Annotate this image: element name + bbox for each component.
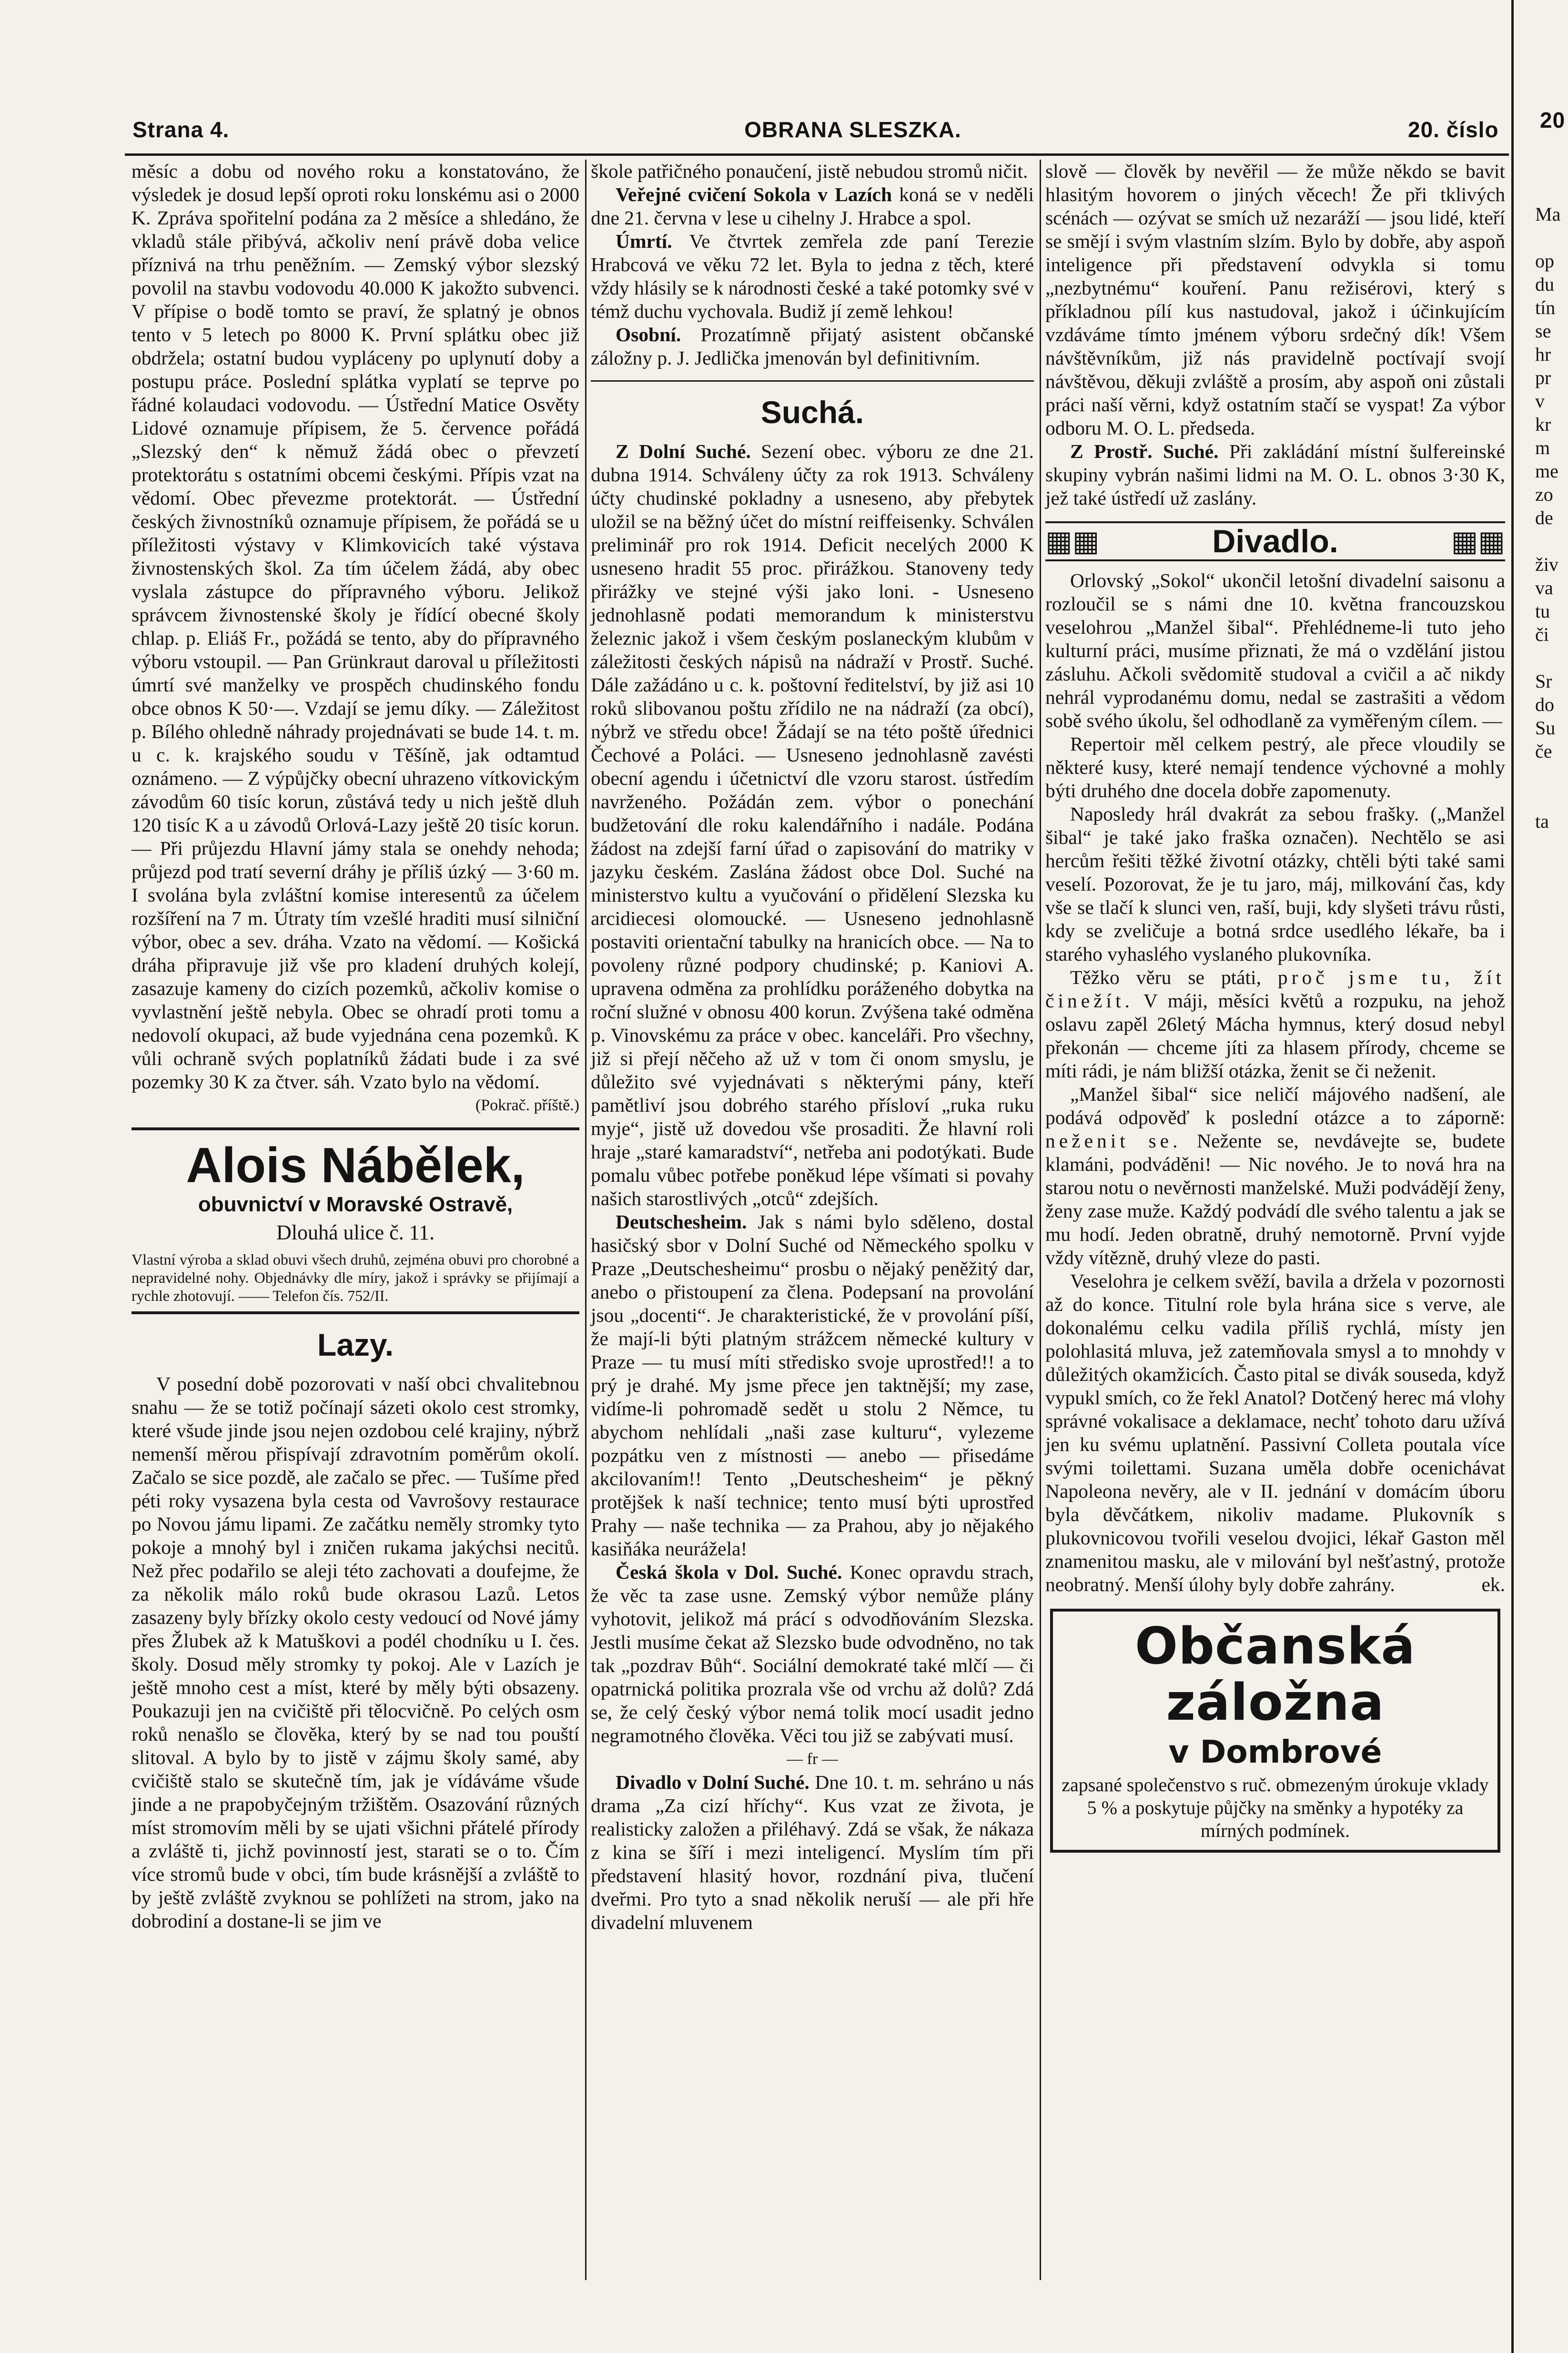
page-edge: [1511, 0, 1514, 2353]
edge-fragment-line: pr: [1535, 367, 1551, 388]
dolni-sucha-report: Z Dolní Suché. Sezení obec. výboru ze dne 21. dubna 1914. Schváleny účty za rok 1913. Schváleny účty chudinské pokladny a usneseno, aby přebytek uložil se na běžný účet do místní reiffeisenky. Schválen preliminář pro rok 1914. Deficit necelých 2000 K usneseno hradit 55 proc. přirážkou. Stanoveny tedy přirážky ve stejné výši jako loni. - Usneseno jednohlasně podati memorandum k ministerstvu železnic jakož i všem českým poslaneckým klubům v záležitosti českých nápisů na nádraží v Prostř. Suché. Dále zažádáno u c. k. poštovní ředitelství, by již asi 10 roků slibovanou poštu zřídilo ne na nádraží (za obcí), nýbrž ve středu obce! Žádají se na této poště úřednici Čechové a Poláci. — Usneseno jednohlasně zavésti obecní agendu i účetnictví dle vzoru starost. ústředím navrženého. Požádán zem. výbor o ponechání budžetování dle roku kalendářního i nadále. Podána žádost na zdejší farní úřad o zapisování do matriky v jazyku českém. Zaslána žádost obce Dol. Suché na ministerstvo kultu a vyučování o přidělení Slezska ku arcidiecesi olomoucké. — Usneseno jednohlasně postaviti orientační tabulky na hranicích obce. — Na to povoleny různé podpory chudinské; p. Kaniovi A. upravena odměna za prohlídku poráženého dobytka na roční služné v obnosu 400 korun. Zvýšena také odměna p. Vinovskému za práce v obec. kanceláři. Pro všechny, již si přejí něčeho až už v tom či onom smyslu, je důležito své vyjednávati s některými pány, kteří pamětliví jsou dobrého starého přísloví „ruka ruku myje“, jistě už dovedou vše prosaditi. Že hlavní roli hraje „staré kamaradství“, netřeba ani podotýkati. Bude pomalu vůbec potřebe poněkud lépe všímati si povahy našich starostlivých „otců“ zdejších.: [591, 440, 1034, 1209]
edge-fragment-line: v: [1535, 390, 1545, 412]
edge-fragment-line: [1535, 226, 1560, 249]
edge-fragment-line: [1535, 786, 1560, 810]
theatre-review-p2: Repertoir měl celkem pestrý, ale přece vloudily se některé kusy, které nemají tendence výchovné a mohly býti druhého dne docela dobře zapomenuty.: [1045, 733, 1505, 801]
sokol-exercise-news: Veřejné cvičení Sokola v Lazích koná se v neděli dne 21. června v lese u cihelny J. Hrabce a spol.: [591, 183, 1034, 229]
edge-fragment-line: me: [1535, 460, 1558, 482]
news-label: Úmrtí.: [616, 230, 672, 252]
column-divider-1: [585, 160, 587, 2280]
edge-fragment-line: hr: [1535, 344, 1551, 365]
edge-fragment-line: Ma: [1535, 203, 1561, 225]
edge-fragment-line: m: [1535, 437, 1550, 458]
school-paragraph-end: škole patřičného ponaučení, jistě nebudou stromů ničit.: [591, 160, 1028, 182]
edge-fragment-line: tín: [1535, 297, 1556, 318]
page-number: Strana 4.: [132, 117, 230, 142]
divadlo-heading-bar: [1045, 521, 1505, 561]
edge-fragment-line: de: [1535, 507, 1553, 528]
review-signature: ek.: [1481, 1573, 1505, 1595]
advert-address: Dlouhá ulice č. 11.: [276, 1221, 435, 1244]
theatre-review-p6: Veselohra je celkem svěží, bavila a držela v pozornosti až do konce. Titulní role byla hrána sice s verve, ale dokonalému celku vadila příliš rychlá, místy jen polohlasitá mluva, jež zatemňovala smysl a to mnohdy v důležitých okamžicích. Často pital se divák souseda, když vypukl smích, co že řekl Anatol? Dotčený herec má vlohy správné vokalisace a deklamace, nechť tohoto daru užívá jen ku svému uplatnění. Passivní Colleta poutala více svými toilettami. Suzana uměla dobře ocenichávat Napoleona nevěry, ale v II. jednání v domácím úboru byla děvčátkem, nikoliv madame. Plukovník s plukovnicovou tvořili veselou dvojici, lékař Gaston měl znamenitou masku, ale v milování byl nešťastný, protože neobratný. Menší úlohy byly dobře zahrány. ek.: [1045, 1270, 1505, 1595]
death-notice: Úmrtí. Ve čtvrtek zemřela zde paní Terezie Hrabcová ve věku 72 let. Byla to jedna z těch, které vždy hlásily se k národnosti české a také potomky své v témž duchu vychovala. Budiž jí země lehkou!: [591, 230, 1034, 322]
edge-fragment-line: Sr: [1535, 670, 1552, 692]
theatre-review-p4: Těžko věru se ptáti, proč jsme tu, žít činežít. V máji, měsíci květů a rozpuku, na jehož oslavu zapěl 26letý Mácha hymnus, který dosud nebyl překonán — chceme jíti za hlasem přírody, chceme se míti rádi, je nám bližší otázka, ženit se či neženit.: [1045, 966, 1505, 1082]
edge-fragment-line: kr: [1535, 414, 1551, 435]
newspaper-title: OBRANA SLESZKA.: [744, 117, 961, 142]
advert-place: v Dombrové: [1168, 1734, 1382, 1770]
middle-column: [591, 160, 1034, 1934]
next-page-fragment: 20: [1540, 108, 1566, 132]
ornament-icon: ▦▦: [1451, 526, 1505, 557]
right-column: [1045, 160, 1505, 1853]
news-label: Česká škola v Dol. Suché.: [616, 1561, 842, 1583]
continued-note: (Pokrač. příště.): [475, 1096, 579, 1114]
news-label: Z Prostř. Suché.: [1070, 440, 1219, 462]
edge-fragment-line: tu: [1535, 600, 1550, 622]
advert-text: zapsané společenstvo s ruč. obmezeným úrokuje vklady 5 % a poskytuje půjčky na směnky a hypotéky za mírných podmínek.: [1062, 1774, 1489, 1841]
edge-fragment-line: Su: [1535, 717, 1556, 739]
edge-fragment-line: [1535, 646, 1560, 669]
deutschesheim-news: Deutschesheim. Jak s námi bylo sděleno, dostal hasičský sbor v Dolní Suché od Německého spolku v Praze „Deutschesheimu“ prosbu o nějaký peněžitý dar, anebo o přistoupení za člena. Podepsaní na provolání jsou „docenti“. Je charakteristické, že v provolání píší, že mají-li býti platným strážcem německé kultury v Praze — tu musí míti středisko svoje uprostřed!! a to prý je drahé. My jsme přece jen taktnější; my zase, vidíme-li pohromadě sedět u stolu 2 Němce, tu abychom nehlídali „naši zase kulturu“, vylezeme pozpátku ven z místnosti — anebo — přisedáme akcilovaním!! Tento „Deutschesheim“ je pěkný protějšek k naší technice; tento musí býti uprostřed Prahy — naše technika — za Prahou, aby jo nějakého kasiňáka neurážela!: [591, 1211, 1034, 1560]
author-signature: — fr —: [787, 1750, 838, 1768]
advert-name: Alois Nábělek,: [186, 1138, 525, 1193]
section-heading-sucha: Suchá.: [760, 395, 864, 430]
edge-fragment-line: ta: [1535, 811, 1549, 832]
ornament-icon: ▦▦: [1045, 526, 1100, 557]
news-label: Veřejné cvičení Sokola v Lazích: [616, 183, 892, 205]
edge-fragment-line: se: [1535, 320, 1551, 342]
edge-fragment-line: du: [1535, 274, 1554, 295]
council-report: měsíc a dobu od nového roku a konstatováno, že výsledek je dosud lepší oproti roku lonskému asi o 2000 K. Zpráva spořitelní podána za 2 měsíce a shledáno, že vkladů stále přibývá, ačkoliv není právě doba velice příznivá na trhu peněžním. — Zemský výbor slezský povolil na stavbu vodovodu 40.000 K jakožto subvenci. V přípise o bodě tomto se praví, že splatný je obnos tento v 5 letech po 8000 K. První splátku obec již obdržela; ostatní budou vypláceny po uplynutí doby a postupu práce. Poslední splátka vyplatí se teprve po řádné kolaudaci vodovodu. — Ústřední Matice Osvěty Lidové oznamuje přípisem, že 5. července pořádá „Slezský den“ k němuž žádá obec o převzetí protektorátu s ostatními obcemi českými. Přípis vzat na vědomí. Obec převezme protektorát. — Ústřední českých živnostníků oznamuje přípisem, že pořádá se u příležitosti výstavy v Klimkovicích také výstava živnostenských škol. Za tím účelem žádá, aby obec vyslala zástupce do přípravného výboru. Jelikož správcem živnostenské školy je řídící obecné školy chlap. p. Eliáš Fr., požádá se tento, aby do přípravného výboru vstoupil. — Pan Grünkraut daroval u příležitosti úmrtí své manželky ve prospěch chudinského fondu obce obnos K 50·—. Vzdají se jemu díky. — Záležitost p. Bílého ohledně náhrady projednávati se bude 14. t. m. u c. k. krajského soudu v Těšíně, jak odtamtud oznámeno. — Z výpůjčky obecní uhrazeno vítkovickým závodům 60 tisíc korun, zůstává tedy u nich ještě dluh 120 tisíc K a u závodů Orlová-Lazy ještě 20 tisíc korun. — Při průjezdu Hlavní jámy stala se onehdy nehoda; průjezd pod tratí severní dráhy je příliš úzký — 3·60 m. I svolána byla zvláštní komise interesentů za účelem rozšíření na 7 m. Útraty tím vzešlé hraditi musí silniční výbor, obec a sev. dráha. Vzato na vědomí. — Košická dráha připravuje již vše pro kladení druhých kolejí, zasazuje kameny do cizích pozemků, ačkoliv komise o vyvlastnění ještě nebyla. Obec se ohradí proti tomu a nedovolí okupaci, až bude vyjednána cena pozemků. K vůli ochraně svých poplatníků žádati bude i za své pozemky 30 K za čtver. sáh. Vzato bylo na vědomí.: [132, 160, 579, 1093]
czech-school-news: Česká škola v Dol. Suché. Konec opravdu strach, že věc ta zase usne. Zemský výbor nemůže plány vyhotovit, jelikož má prácí s odvodňováním Slezska. Jestli musíme čekat až Slezsko bude odvodněno, no tak tak „pozdrav Bůh“. Sociální demokraté také mlčí — či opatrnická politika prozrala vše od vrchu až dolů? Zdá se, že celý český výbor nemá tolik mocí usadit jedno negramotného člověka. Věci tou již se zabývati musí.: [591, 1561, 1034, 1746]
edge-fragment-line: če: [1535, 740, 1552, 762]
advert-text: Vlastní výroba a sklad obuvi všech druhů, zejména obuvi pro chorobné a nepravidelné nohy. Objednávky dle míry, jakož i správky se přijímají a rychle zhotovují. —— Telefon čís. 752/II.: [132, 1251, 579, 1304]
edge-fragment-line: op: [1535, 250, 1554, 272]
next-page-edge-text: [1535, 203, 1560, 833]
edge-fragment-line: či: [1535, 624, 1549, 645]
section-rule: [591, 380, 1034, 382]
prostredni-sucha-news: Z Prostř. Suché. Při zakládání místní šulfereinské skupiny vybrán našimi lidmi na M. O. L. obnos 3·30 K, jež také ústředí už zaslány.: [1045, 440, 1505, 509]
news-label: Z Dolní Suché.: [616, 440, 751, 462]
theatre-review-p5: „Manžel šibal“ sice neličí májového nadšení, ale podává odpověď k poslední otázce a to záporně: neženit se. Nežente se, nevdávejte se, budete klamáni, podváděni! — Nic nového. Je to nová hra na starou notu o nevěrnosti manželské. Muži podvádějí ženy, ženy zase muže. Každý podvádí dle svého talentu a jak se mu hodí. Jeden obratně, druhý nemotorně. První vyjde vždy vítězně, druhý vleze do pasti.: [1045, 1083, 1506, 1268]
news-label: Osobní.: [616, 324, 681, 345]
section-heading-divadlo: Divadlo.: [1212, 523, 1338, 559]
edge-fragment-line: [1535, 763, 1560, 786]
personal-news: Osobní. Prozatímně přijatý asistent občanské záložny p. J. Jedlička jmenován byl definitivním.: [591, 324, 1034, 369]
theatre-dolni-sucha: Divadlo v Dolní Suché. Dne 10. t. m. sehráno u nás drama „Za cizí hříchy“. Kus vzat ze života, je realisticky založen a přiléhavý. Zdá se však, že nákaza z kina se šíří i mezi inteligencí. Myslím tím při představení hlasitý hovor, rozdnání piva, tlučení dveřmi. Pro tyto a snad několik neruší — ale při hře divadelní mluvenem: [591, 1771, 1034, 1933]
edge-fragment-line: do: [1535, 694, 1554, 715]
left-column: [132, 160, 579, 1933]
theatre-continued: slově — člověk by nevěřil — že může někdo se bavit hlasitým hovorem o jiných věcech! Že při tklivých scénách — ozývat se smích už nezaráží — jsou lidé, kteří se smějí i svým vlastním slzím. Bylo by dobře, aby aspoň inteligence při představení odvykla si tomu „nezbytnému“ kouření. Panu režisérovi, který s příkladnou pílí kus nastudoval, jakož i účinkujícím vzdáváme tímto jménem výboru srdečný dík! Všem návštěvníkům, již nás pravidelně poctívají svojí návštěvou, děkuji zvláště a prosím, aby aspoň oni zůstali práci naší věrni, když ostatním stačí se vyspat! Za výbor odboru M. O. L. předseda.: [1045, 160, 1505, 439]
advert-name: Občanská záložna: [1135, 1617, 1416, 1732]
edge-fragment-line: va: [1535, 577, 1553, 598]
edge-fragment-line: zo: [1535, 484, 1553, 505]
edge-fragment-line: živ: [1535, 554, 1558, 575]
column-divider-2: [1040, 160, 1041, 2280]
advert-trade: obuvnictví v Moravské Ostravě,: [198, 1193, 513, 1216]
issue-number: 20. číslo: [1408, 117, 1499, 142]
lazy-article: V posední době pozorovati v naší obci chvalitebnou snahu — že se totiž počínají sázeti okolo cest stromky, které všude jinde jsou nejen ozdobou celé krajiny, nýbrž nemenší měrou přispívají zdravotním poměrům okolí. Začalo se sice pozdě, ale začalo se přec. — Tušíme před péti roky vysazena byla cesta od Vavrošovy restaurace po Novou jámu lipami. Ze začátku neměly stromky tyto pokoje a mnohý byl i zničen rukama jakýchsi necitů. Než přec podařilo se aleji této zachovati a doufejme, že za několik málo roků bude okrasou Lazů. Letos zasazeny byly břízky okolo cesty vedoucí od Nové jámy přes Žlubek až k Matuškovi a podél chodníku u I. čes. školy. Dosud měly stromky ty pokoj. Ale v Lazích je ještě mnoho cest a míst, které by měly býti obsazeny. Poukazuji jen na cvičiště při tělocvičně. Po celých osm roků nenašlo se člověka, který by se nad tou pouští slitoval. A bylo by to jistě v zájmu školy samé, aby cvičiště stalo se skutečně tím, jak je vídáváme všude jinde a ne prapobyčejným tržištěm. Osazování různých míst stromovím měli by se ujati všichni přátelé přírody a zvláště ti, jichž povinností jest, starati se o to. Čím více stromů bude v obci, tím bude krásnější a zvláště to by ještě zvláště zvyknou se pohlížeti na strom, jako na dobrodiní a dostane-li se jim ve: [132, 1373, 579, 1932]
nabelek-advert: [132, 1127, 579, 1314]
zalozna-advert: [1050, 1609, 1500, 1853]
section-heading-lazy: Lazy.: [317, 1327, 394, 1362]
news-label: Deutschesheim.: [616, 1211, 747, 1233]
header-rule: [125, 153, 1509, 156]
theatre-review-p1: Orlovský „Sokol“ ukončil letošní divadelní saisonu a rozloučil se s námi dne 10. května francouzskou veselohrou „Manžel šibal“. Přehlédneme-li tuto jeho kulturní práci, musíme přiznati, že má o vzdělání jistou zásluhu. Ačkoli svědomitě studoval a cvičil a ač nikdy nehrál vyprodanému domu, nedal se zastrašiti a vědom sobě svého úkolu, šel odhodlaně za vyměřeným cílem. —: [1045, 569, 1505, 731]
news-label: Divadlo v Dolní Suché.: [616, 1771, 809, 1793]
edge-fragment-line: [1535, 529, 1560, 553]
theatre-review-p3: Naposledy hrál dvakrát za sebou frašky. („Manžel šibal“ je také jako fraška označen). Nechtělo se asi hercům řešiti těžké životní otázky, chtěli býti také sami veselí. Pozorovat, že je tu jaro, máj, milkování čas, kdy vše se tlačí k slunci ven, raší, buji, kdy slyšeti trávu růsti, kdy se zveličuje a botná srdce usedlého lékaře, ba i starého vyhaslého vyslaného plukovníka.: [1045, 803, 1505, 965]
